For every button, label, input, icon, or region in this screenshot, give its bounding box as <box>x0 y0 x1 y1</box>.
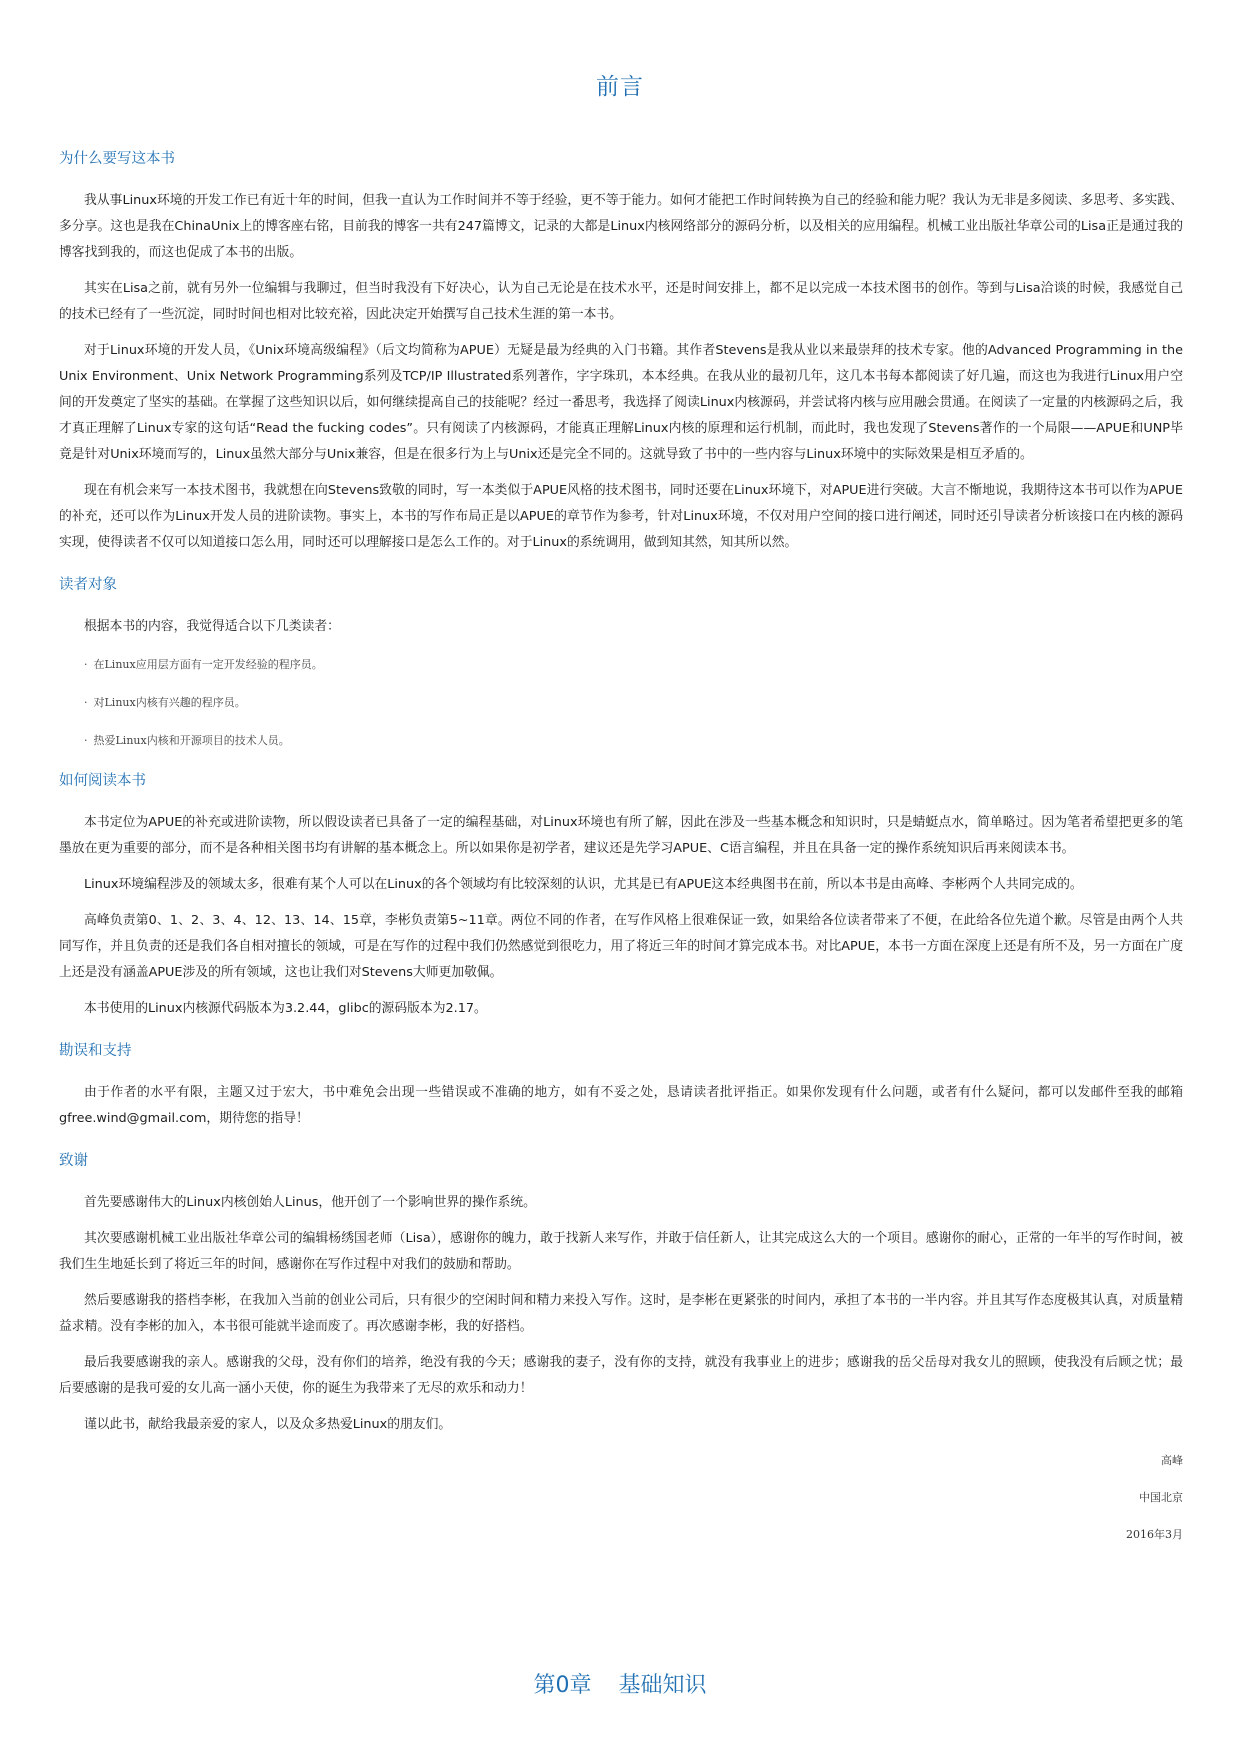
content-body <box>59 148 1183 1563</box>
section-heading: 勘误和支持 <box>59 1043 132 1059</box>
page-title: 前言 <box>596 74 644 100</box>
list-item: · 对Linux内核有兴趣的程序员。 <box>84 696 246 709</box>
section-heading: 读者对象 <box>59 577 117 593</box>
paragraph: 现在有机会来写一本技术图书，我就想在向Stevens致敬的同时，写一本类似于APUE风格的技术图书，同时还要在Linux环境下，对APUE进行突破。大言不惭地说，我期待这本书可以作为APUE的补充，还可以作为Linux开发人员的进阶读物。事实上，本书的写作布局正是以APUE的章节作为参考，针对Linux环境，不仅对用户空间的接口进行阐述，同时还引导读者分析该接口在内核的源码实现，使得读者不仅可以知道接口怎么用，同时还可以理解接口是怎么工作的。对于Linux的系统调用，做到知其然，知其所以然。 <box>59 483 1183 550</box>
section-acknowledgements <box>59 1150 1183 1438</box>
paragraph: 对于Linux环境的开发人员，《Unix环境高级编程》（后文均简称为APUE）无疑是最为经典的入门书籍。其作者Stevens是我从业以来最崇拜的技术专家。他的Advanced Programming in the Unix Environment、Unix Network Programming系列及TCP/IP Illustrated系列著作，字字珠玑，本本经典。在我从业的最初几年，这几本书每本都阅读了好几遍，而这也为我进行Linux用户空间的开发奠定了坚实的基础。在掌握了这些知识以后，如何继续提高自己的技能呢？经过一番思考，我选择了阅读Linux内核源码，并尝试将内核与应用融会贯通。在阅读了一定量的内核源码之后，我才真正理解了Linux专家的这句话“Read the fucking codes”。只有阅读了内核源码，才能真正理解Linux内核的原理和运行机制，而此时，我也发现了Stevens著作的一个局限——APUE和UNP毕竟是针对Unix环境而写的，Linux虽然大部分与Unix兼容，但是在很多行为上与Unix还是完全不同的。这就导致了书中的一些内容与Linux环境中的实际效果是相互矛盾的。 <box>59 343 1183 462</box>
list-item: · 热爱Linux内核和开源项目的技术人员。 <box>84 734 290 747</box>
section-how-to-read <box>59 770 1183 1022</box>
paragraph: 本书定位为APUE的补充或进阶读物，所以假设读者已具备了一定的编程基础，对Linux环境也有所了解，因此在涉及一些基本概念和知识时，只是蜻蜓点水，简单略过。因为笔者希望把更多的笔墨放在更为重要的部分，而不是各种相关图书均有讲解的基本概念上。所以如果你是初学者，建议还是先学习APUE、C语言编程，并且在具备一定的操作系统知识后再来阅读本书。 <box>59 815 1183 856</box>
reader-list <box>84 656 1183 750</box>
paragraph: 本书使用的Linux内核源代码版本为3.2.44，glibc的源码版本为2.17。 <box>84 1001 487 1016</box>
section-heading: 如何阅读本书 <box>59 773 146 789</box>
paragraph: 然后要感谢我的搭档李彬，在我加入当前的创业公司后，只有很少的空闲时间和精力来投入写作。这时，是李彬在更紧张的时间内，承担了本书的一半内容。并且其写作态度极其认真，对质量精益求精。没有李彬的加入，本书很可能就半途而废了。再次感谢李彬，我的好搭档。 <box>59 1293 1183 1334</box>
paragraph: 其实在Lisa之前，就有另外一位编辑与我聊过，但当时我没有下好决心，认为自己无论是在技术水平，还是时间安排上，都不足以完成一本技术图书的创作。等到与Lisa洽谈的时候，我感觉自己的技术已经有了一些沉淀，同时时间也相对比较充裕，因此决定开始撰写自己技术生涯的第一本书。 <box>59 281 1183 322</box>
signature-block <box>59 1452 1183 1544</box>
paragraph: 谨以此书，献给我最亲爱的家人，以及众多热爱Linux的朋友们。 <box>84 1417 452 1432</box>
paragraph: 根据本书的内容，我觉得适合以下几类读者： <box>84 619 340 634</box>
paragraph: 其次要感谢机械工业出版社华章公司的编辑杨绣国老师（Lisa），感谢你的魄力，敢于找新人来写作，并敢于信任新人，让其完成这么大的一个项目。感谢你的耐心，正常的一年半的写作时间，被我们生生地延长到了将近三年的时间，感谢你在写作过程中对我们的鼓励和帮助。 <box>59 1231 1183 1272</box>
signature-author: 高峰 <box>1161 1454 1183 1467</box>
paragraph: 由于作者的水平有限，主题又过于宏大，书中难免会出现一些错误或不准确的地方，如有不妥之处，恳请读者批评指正。如果你发现有什么问题，或者有什么疑问，都可以发邮件至我的邮箱gfree.wind@gmail.com，期待您的指导！ <box>59 1085 1183 1126</box>
section-readers <box>59 574 1183 750</box>
paragraph: 我从事Linux环境的开发工作已有近十年的时间，但我一直认为工作时间并不等于经验，更不等于能力。如何才能把工作时间转换为自己的经验和能力呢？我认为无非是多阅读、多思考、多实践、多分享。这也是我在ChinaUnix上的博客座右铭，目前我的博客一共有247篇博文，记录的大都是Linux内核网络部分的源码分析，以及相关的应用编程。机械工业出版社华章公司的Lisa正是通过我的博客找到我的，而这也促成了本书的出版。 <box>59 193 1183 260</box>
list-item: · 在Linux应用层方面有一定开发经验的程序员。 <box>84 658 323 671</box>
chapter-number: 第0章 <box>533 1673 592 1698</box>
signature-date: 2016年3月 <box>1126 1528 1183 1541</box>
paragraph: 高峰负责第0、1、2、3、4、12、13、14、15章，李彬负责第5~11章。两位不同的作者，在写作风格上很难保证一致，如果给各位读者带来了不便，在此给各位先道个歉。尽管是由两个人共同写作，并且负责的还是我们各自相对擅长的领域，可是在写作的过程中我们仍然感觉到很吃力，用了将近三年的时间才算完成本书。对比APUE，本书一方面在深度上还是有所不及，另一方面在广度上还是没有涵盖APUE涉及的所有领域，这也让我们对Stevens大师更加敬佩。 <box>59 913 1183 980</box>
section-heading: 致谢 <box>59 1153 88 1169</box>
paragraph: 最后我要感谢我的亲人。感谢我的父母，没有你们的培养，绝没有我的今天；感谢我的妻子，没有你的支持，就没有我事业上的进步；感谢我的岳父岳母对我女儿的照顾，使我没有后顾之忧；最后要感谢的是我可爱的女儿高一涵小天使，你的诞生为我带来了无尽的欢乐和动力！ <box>59 1355 1183 1396</box>
paragraph: Linux环境编程涉及的领域太多，很难有某个人可以在Linux的各个领域均有比较深刻的认识，尤其是已有APUE这本经典图书在前，所以本书是由高峰、李彬两个人共同完成的。 <box>84 877 1083 892</box>
section-errata <box>59 1040 1183 1132</box>
signature-place: 中国北京 <box>1139 1491 1183 1504</box>
next-chapter-heading <box>0 1668 1240 1699</box>
chapter-title: 基础知识 <box>618 1673 707 1698</box>
paragraph: 首先要感谢伟大的Linux内核创始人Linus，他开创了一个影响世界的操作系统。 <box>84 1195 536 1210</box>
section-why-write <box>59 148 1183 556</box>
section-heading: 为什么要写这本书 <box>59 151 175 167</box>
